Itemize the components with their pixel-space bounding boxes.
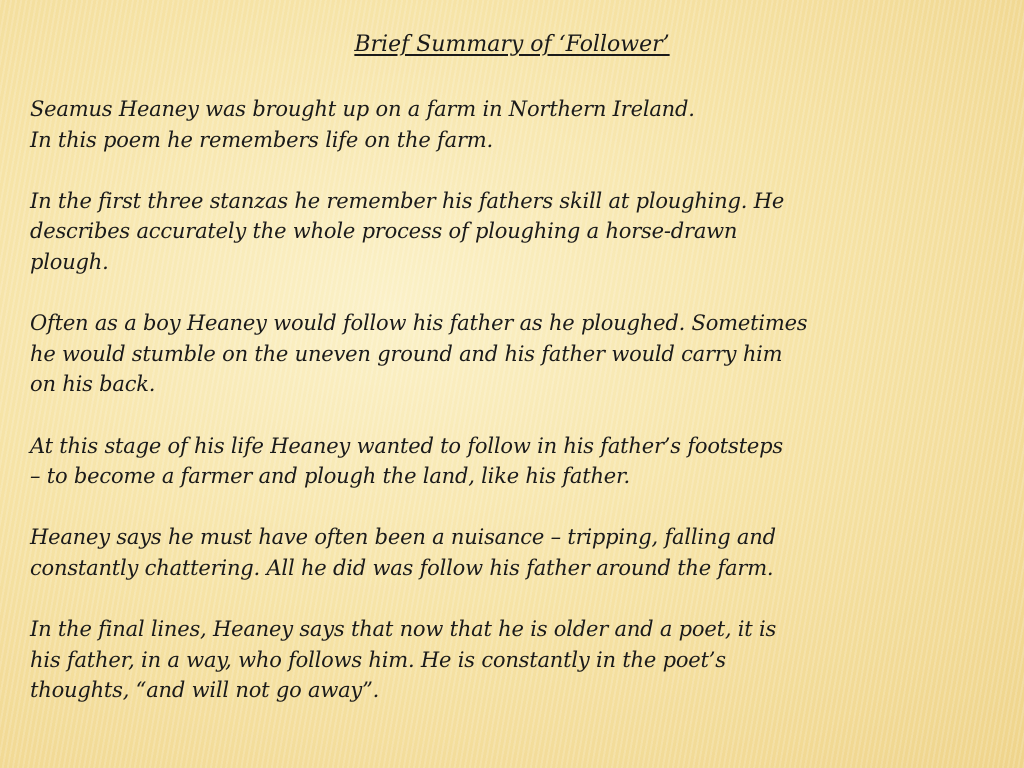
text-line: At this stage of his life Heaney wanted to follow in his father’s footsteps [30, 433, 783, 458]
text-line: Heaney says he must have often been a nuisance – tripping, falling and [30, 525, 776, 550]
paragraph-ambition [30, 431, 998, 492]
text-line: In the final lines, Heaney says that now that he is older and a poet, it is [30, 617, 777, 642]
text-line: In the first three stanzas he remember his fathers skill at ploughing. He [30, 188, 785, 213]
text-line: In this poem he remembers life on the farm. [30, 127, 493, 152]
text-line: plough. [30, 249, 109, 274]
text-line: his father, in a way, who follows him. He is constantly in the poet’s [30, 647, 726, 672]
text-line: on his back. [30, 372, 156, 397]
text-line: he would stumble on the uneven ground and his father would carry him [30, 341, 783, 366]
paragraph-upbringing [30, 94, 998, 155]
text-line: Often as a boy Heaney would follow his father as he ploughed. Sometimes [30, 311, 808, 336]
slide-title: Brief Summary of ‘Follower’ [354, 32, 670, 57]
paragraph-following [30, 308, 998, 400]
text-line: Seamus Heaney was brought up on a farm in Northern Ireland. [30, 97, 695, 121]
paragraph-nuisance [30, 522, 998, 583]
paragraph-final-lines [30, 614, 998, 706]
slide-body [30, 94, 998, 736]
paragraph-ploughing [30, 186, 998, 278]
text-line: thoughts, “and will not go away”. [30, 678, 380, 703]
text-line: – to become a farmer and plough the land, like his father. [30, 464, 631, 489]
text-line: constantly chattering. All he did was follow his father around the farm. [30, 555, 774, 580]
text-line: describes accurately the whole process of ploughing a horse-drawn [30, 219, 738, 244]
